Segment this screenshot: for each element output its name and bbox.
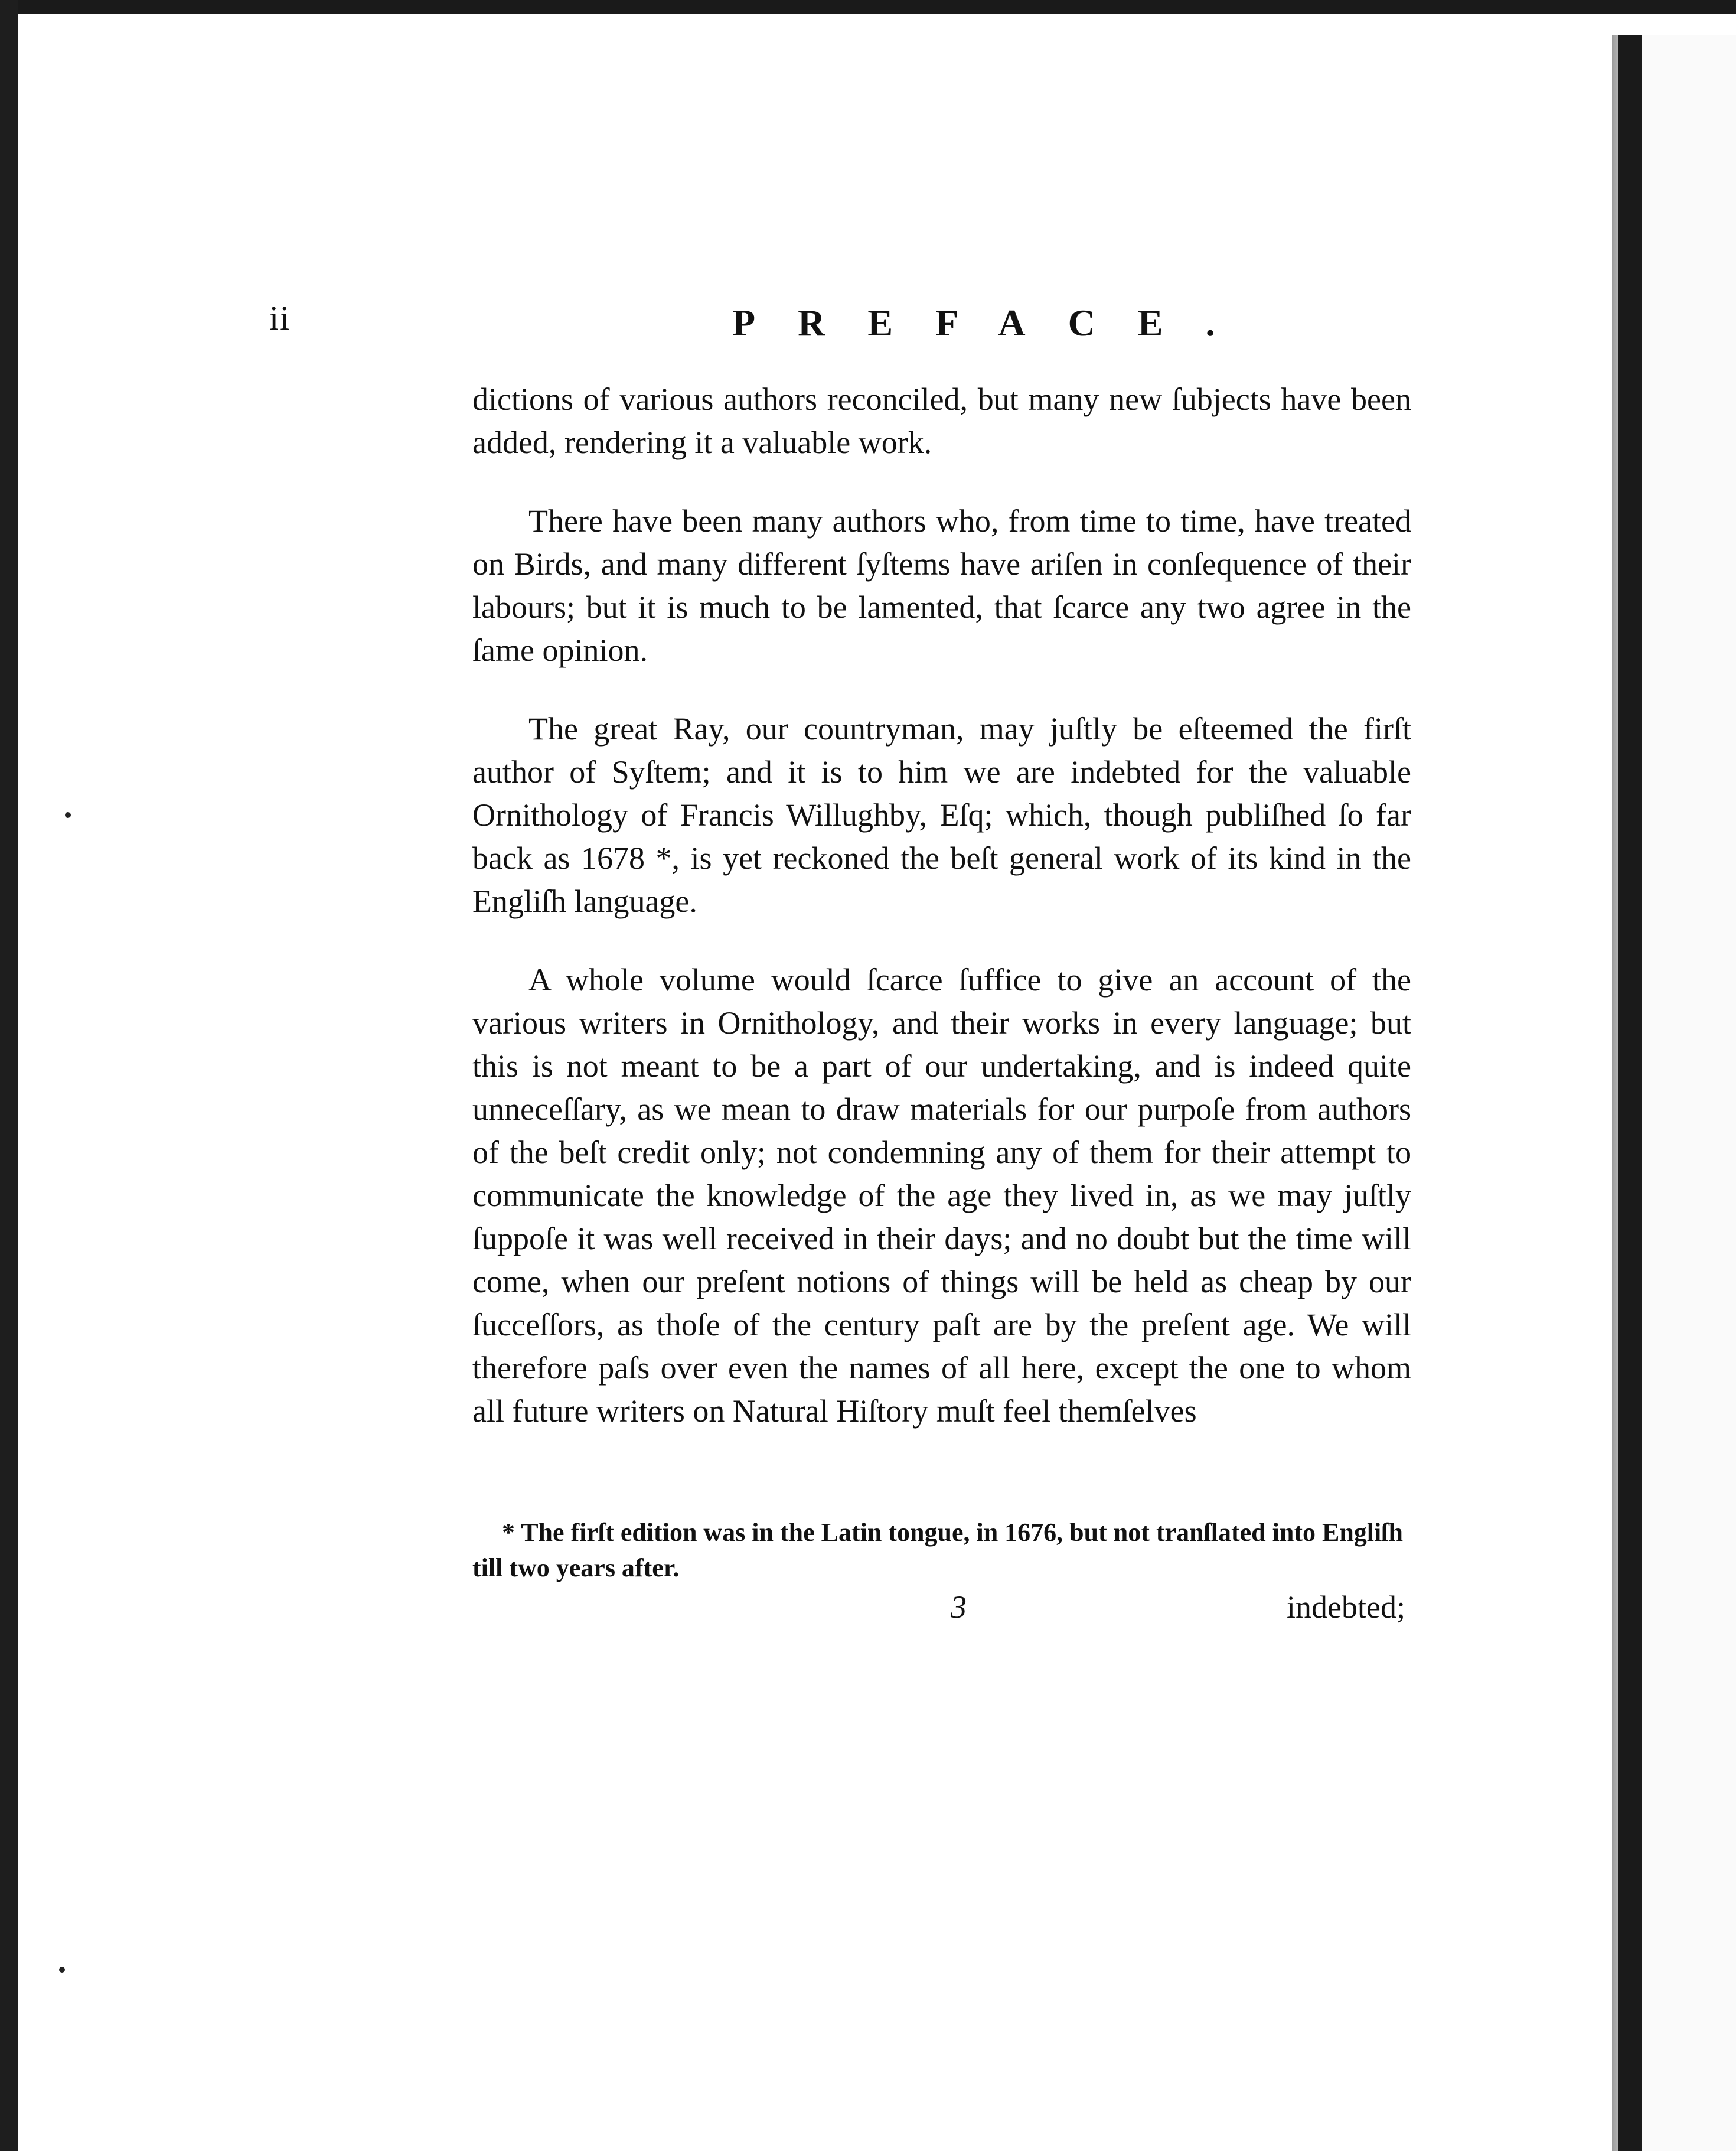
scan-speck xyxy=(59,1967,65,1973)
catchword: indebted; xyxy=(1287,1589,1405,1625)
paragraph-ray: The great Ray, our countryman, may juſtly be eſteemed the firſt author of Syſtem; and it is to him we are indebted for the valuable Ornithology of Francis Willughby, Eſq; which, though publiſhed ſo far back as 1678 *, is yet reckoned the beſt general work of its kind in the Engliſh language. xyxy=(472,711,1411,919)
book-spine-edge xyxy=(1618,35,1642,2151)
paragraph-continuation: dictions of various authors reconciled, but many new ſubjects have been added, rendering it a valuable work. xyxy=(472,382,1411,460)
scan-top-border xyxy=(0,0,1736,14)
running-head: PREFACE. xyxy=(732,302,1258,344)
page-number: ii xyxy=(269,299,291,337)
scan-speck xyxy=(65,812,71,818)
paragraph-authors-on-birds: There have been many authors who, from time to time, have treated on Birds, and many different ſyſtems have ariſen in conſequence of their labours; but it is much to be lamented, that ſcarce any two agree in the ſame opinion. xyxy=(472,503,1411,668)
body-text xyxy=(472,378,1411,1468)
scan-left-border xyxy=(0,0,18,2151)
paragraph-writers-in-ornithology: A whole volume would ſcarce ſuffice to give an account of the various writers in Ornithology, and their works in every language; but this is not meant to be a part of our undertaking, and is indeed quite unneceſſary, as we mean to draw materials for our purpoſe from authors of the beſt credit only; not condemning any of them for their attempt to communicate the knowledge of the age they lived in, as we may juſtly ſuppoſe it was well received in their days; and no doubt but the time will come, when our preſent notions of things will be held as cheap by our ſucceſſors, as thoſe of the century paſt are by the preſent age. We will therefore paſs over even the names of all here, except the one to whom all future writers on Natural Hiſtory muſt feel themſelves xyxy=(472,962,1411,1429)
footnote: * The firſt edition was in the Latin tongue, in 1676, but not tranſlated into Engliſh till two years after. xyxy=(472,1518,1403,1582)
facing-page-edge xyxy=(1642,35,1736,2151)
catchword-line xyxy=(951,1589,1405,1625)
signature-mark: 3 xyxy=(951,1589,967,1625)
